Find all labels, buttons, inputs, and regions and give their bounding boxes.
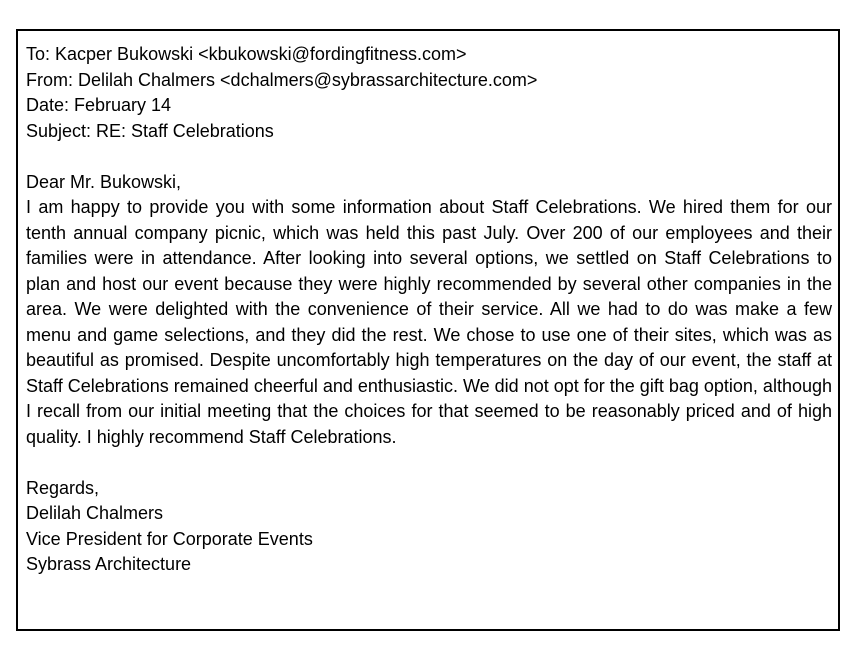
body-spacer: [26, 450, 832, 476]
email-subject-line: Subject: RE: Staff Celebrations: [26, 120, 274, 141]
header-spacer: [26, 144, 832, 170]
email-body-paragraph: I am happy to provide you with some information about Staff Celebrations. We hired them for our tenth annual company picnic, which was held this past July. Over 200 of our employees and their families were in attendance. After looking into several options, we settled on Staff Celebrations to plan and host our event because they were highly recommended by several other companies in the area. We were delighted with the convenience of their service. All we had to do was make a few menu and game selections, and they did the rest. We chose to use one of their sites, which was as beautiful as promised. Despite uncomfortably high temperatures on the day of our event, the staff at Staff Celebrations remained cheerful and enthusiastic. We did not opt for the gift bag option, although I recall from our initial meeting that the choices for that seemed to be reasonably priced and of high quality. I highly recommend Staff Celebrations.: [26, 197, 832, 447]
email-document: [16, 29, 840, 631]
email-salutation: Dear Mr. Bukowski,: [26, 171, 182, 192]
signature-title: Vice President for Corporate Events: [26, 528, 313, 549]
signature-name: Delilah Chalmers: [26, 503, 164, 523]
signature-company: Sybrass Architecture: [26, 554, 192, 574]
email-closing: Regards,: [26, 477, 100, 498]
email-date-line: Date: February 14: [26, 95, 172, 115]
email-from-line: From: Delilah Chalmers <dchalmers@sybrassarchitecture.com>: [26, 69, 538, 90]
email-to-line: To: Kacper Bukowski <kbukowski@fordingfitness.com>: [26, 44, 467, 64]
